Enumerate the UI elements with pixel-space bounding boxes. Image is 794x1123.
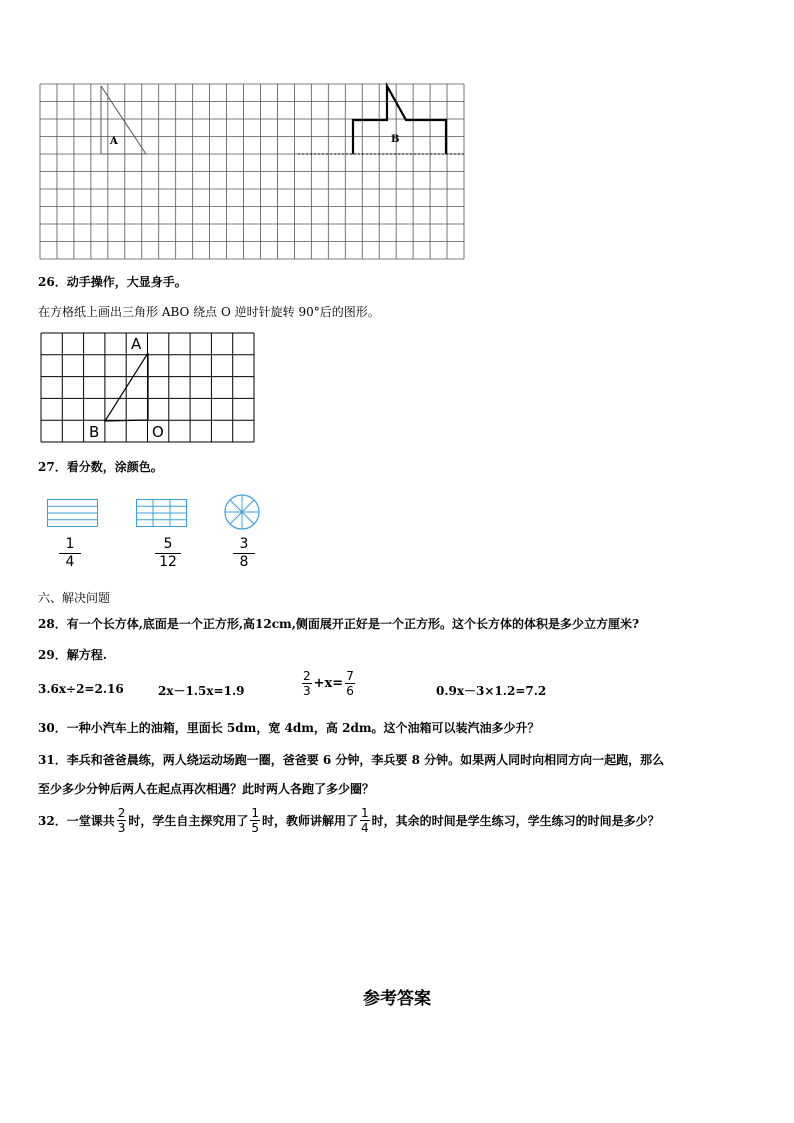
fraction-5-12: $\frac{5}{12}$ (155, 536, 181, 571)
q29-title: 29．解方程. (38, 648, 107, 662)
q26-instruction: 在方格纸上画出三角形 ABO 绕点 O 逆时针旋转 90°后的图形。 (38, 305, 380, 319)
fraction-3-8: $\frac{3}{8}$ (233, 536, 255, 571)
figure-b (353, 86, 446, 154)
label-b: B (391, 134, 400, 145)
label-a: A (131, 335, 142, 353)
label-b: B (89, 423, 100, 441)
q29-eq3: $\frac{2}{3}$ +x= $\frac{7}{6}$ (303, 669, 354, 698)
q28-text: 28．有一个长方体,底面是一个正方形,高12cm,侧面展开正好是一个正方形。这个长方体的体积是多少立方厘米? (38, 617, 639, 631)
label-o: O (152, 423, 164, 441)
fraction-1-4: $\frac{1}{4}$ (59, 536, 81, 571)
q31-line2: 至少多少分钟后两人在起点再次相遇？此时两人各跑了多少圈？ (38, 782, 375, 796)
fraction-shape-eighths (224, 494, 260, 530)
q26-title: 26．动手操作，大显身手。 (38, 275, 187, 289)
fraction-shape-quarters (47, 499, 98, 527)
q31-line1: 31．李兵和爸爸晨练，两人绕运动场跑一圈，爸爸要 6 分钟，李兵要 8 分钟。如果两人同时向相同方向一起跑，那么 (38, 753, 665, 767)
q32-text: 32．一堂课共 $\frac{2}{3}$ 时，学生自主探究用了 $\frac{1}{5}$ 时，教师讲解用了 $\frac{1}{4}$ 时，其余的时间是学生练习，学生练习的时间是多少？ (38, 806, 660, 835)
label-a: A (110, 136, 118, 147)
grid-rotation-task (41, 333, 254, 442)
q29-eq2: 2x－1.5x=1.9 (158, 684, 245, 698)
q27-title: 27．看分数，涂颜色。 (38, 460, 163, 474)
q29-eq4: 0.9x－3×1.2=7.2 (436, 684, 547, 698)
answers-title: 参考答案 (363, 989, 431, 1009)
grid-figure-ab (40, 84, 464, 259)
q30-text: 30．一种小汽车上的油箱，里面长 5dm，宽 4dm，高 2dm。这个油箱可以装汽油多少升？ (38, 721, 540, 735)
fraction-shape-twelfths (136, 499, 187, 527)
q29-eq1: 3.6x÷2=2.16 (38, 682, 124, 696)
section-title: 六、解决问题 (38, 591, 111, 605)
